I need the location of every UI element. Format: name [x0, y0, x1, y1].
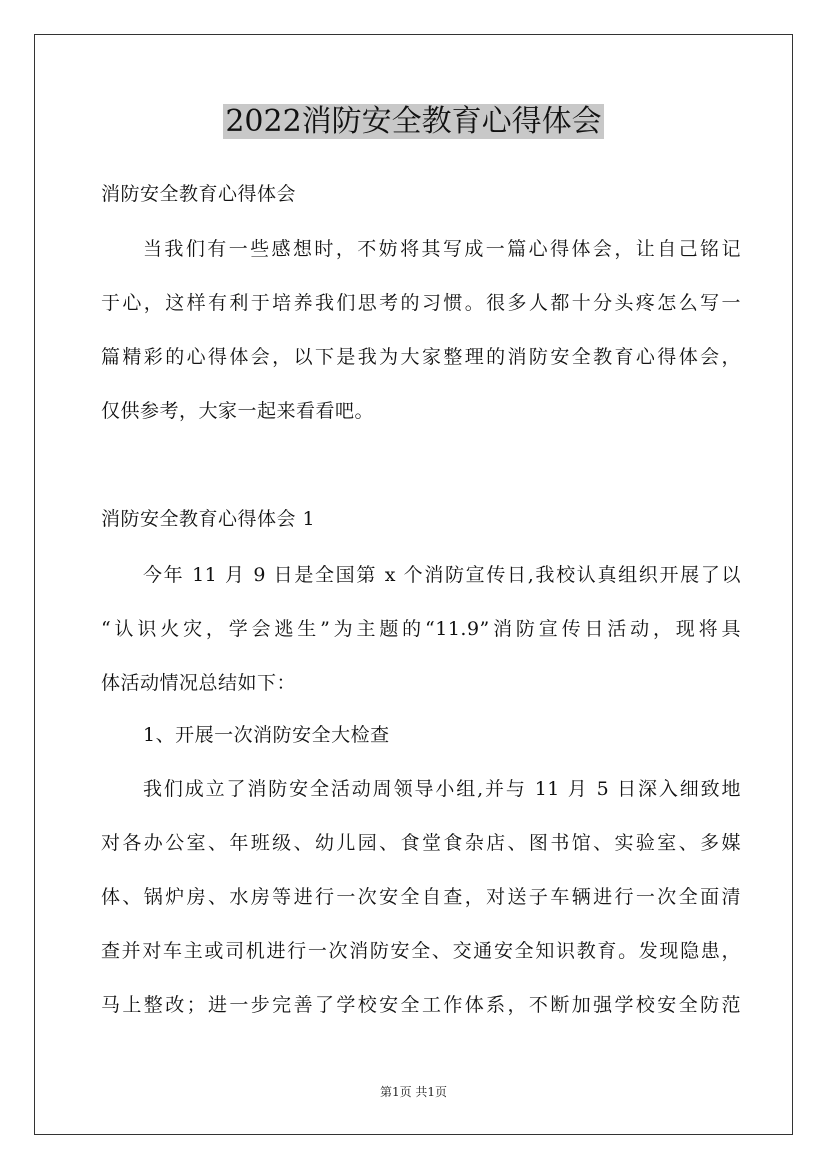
document-title-text: 2022消防安全教育心得体会 [225, 104, 602, 139]
item-paragraph-line: 对各办公室、年班级、幼儿园、食堂食杂店、图书馆、实验室、多媒 [101, 832, 741, 854]
intro-paragraph-line: 于心，这样有利于培养我们思考的习惯。很多人都十分头疼怎么写一 [101, 292, 741, 314]
page-footer: 第1页 共1页 [379, 1085, 448, 1099]
item-heading: 1、开展一次消防安全大检查 [143, 724, 390, 746]
item-paragraph-line: 查并对车主或司机进行一次消防安全、交通安全知识教育。发现隐患， [101, 940, 741, 962]
section-paragraph-line: 体活动情况总结如下： [101, 672, 297, 694]
document-title [0, 100, 827, 144]
intro-paragraph-line: 篇精彩的心得体会，以下是我为大家整理的消防安全教育心得体会， [101, 346, 741, 368]
section-paragraph-line: “认识火灾，学会逃生”为主题的“11.9”消防宣传日活动，现将具 [101, 618, 741, 640]
intro-paragraph-line: 仅供参考，大家一起来看看吧。 [101, 400, 375, 422]
section-heading: 消防安全教育心得体会 1 [101, 508, 316, 530]
item-paragraph-line: 我们成立了消防安全活动周领导小组,并与 11 月 5 日深入细致地 [143, 778, 741, 800]
item-paragraph-line: 体、锅炉房、水房等进行一次安全自查，对送子车辆进行一次全面清 [101, 886, 741, 908]
item-paragraph-line: 马上整改；进一步完善了学校安全工作体系，不断加强学校安全防范 [101, 994, 741, 1016]
subtitle: 消防安全教育心得体会 [101, 183, 297, 205]
section-paragraph-line: 今年 11 月 9 日是全国第 x 个消防宣传日,我校认真组织开展了以 [143, 564, 741, 586]
intro-paragraph-line: 当我们有一些感想时，不妨将其写成一篇心得体会，让自己铭记 [143, 238, 741, 260]
